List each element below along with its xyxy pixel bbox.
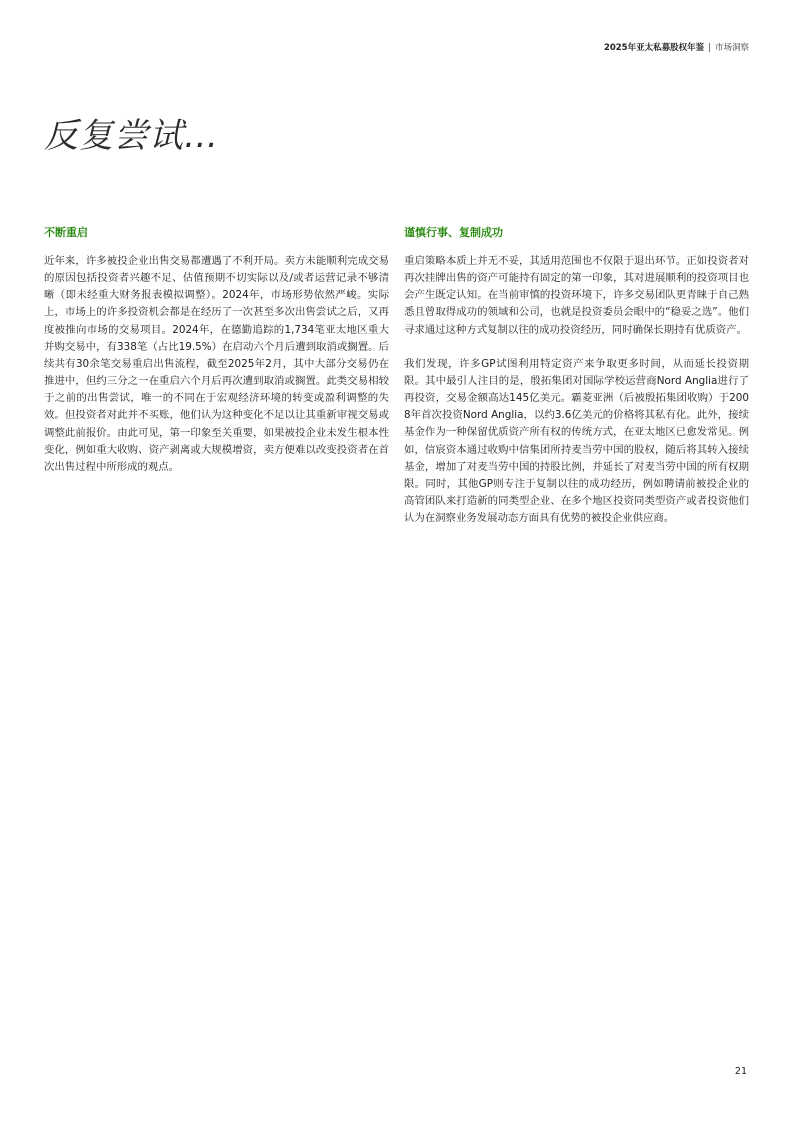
section-name: 市场洞察	[714, 43, 749, 53]
header-separator: |	[708, 43, 711, 53]
report-title: 2025年亚太私募股权年鉴	[603, 43, 705, 53]
left-paragraph-1: 近年来，许多被投企业出售交易都遭遇了不利开局。卖方未能顺利完成交易的原因包括投资者兴趣不足、估值预期不切实际以及/或者运营记录不够清晰（即未经重大财务报表模拟调整）。2024年，市场形势依然严峻。实际上，市场上的许多投资机会都是在经历了一次甚至多次出售尝试之后，又再度被推向市场的交易项目。2024年，在德勤追踪的1,734笔亚太地区重大并购交易中，有338笔（占比19.5%）在启动六个月后遭到取消或搁置。后续共有30余笔交易重启出售流程，截至2025年2月，其中大部分交易仍在推进中，但约三分之一在重启六个月后再次遭到取消或搁置。此类交易相较于之前的出售尝试，唯一的不同在于宏观经济环境的转变或盈利调整的失效。但投资者对此并不买账，他们认为这种变化不足以让其重新审视交易或调整此前报价。由此可见，第一印象至关重要，如果被投企业未发生根本性变化，例如重大收购、资产剥离或大规模增资，卖方便难以改变投资者在首次出售过程中所形成的观点。	[44, 255, 389, 473]
running-header	[604, 41, 749, 53]
page-title: 反复尝试…	[44, 116, 219, 156]
left-column	[44, 224, 389, 493]
right-paragraph-1: 重启策略本质上并无不妥，其适用范围也不仅限于退出环节。正如投资者对再次挂牌出售的资产可能持有固定的第一印象，其对进展顺利的投资项目也会产生既定认知。在当前审慎的投资环境下，许多交易团队更青睐于自己熟悉且曾取得成功的领域和公司，也就是投资委员会眼中的“稳妥之选”。他们寻求通过这种方式复制以往的成功投资经历，同时确保长期持有优质资产。	[404, 255, 749, 336]
right-column-heading: 谨慎行事、复制成功	[404, 226, 503, 239]
right-column	[404, 224, 749, 544]
left-column-heading: 不断重启	[44, 226, 88, 239]
page-number: 21	[734, 1066, 747, 1077]
right-paragraph-2: 我们发现，许多GP试图利用特定资产来争取更多时间，从而延长投资期限。其中最引人注目的是，殷拓集团对国际学校运营商Nord Anglia进行了再投资，交易金额高达145亿美元。霸菱亚洲（后被殷拓集团收购）于2008年首次投资Nord Anglia，以约3.6亿美元的价格将其私有化。此外，接续基金作为一种保留优质资产所有权的传统方式，在亚太地区已愈发常见。例如，信宸资本通过收购中信集团所持麦当劳中国的股权，随后将其转入接续基金，增加了对麦当劳中国的持股比例，并延长了对麦当劳中国的所有权期限。同时，其他GP则专注于复制以往的成功经历，例如聘请前被投企业的高管团队来打造新的同类型企业、在多个地区投资同类型资产或者投资他们认为在洞察业务发展动态方面具有优势的被投企业供应商。	[404, 357, 749, 525]
